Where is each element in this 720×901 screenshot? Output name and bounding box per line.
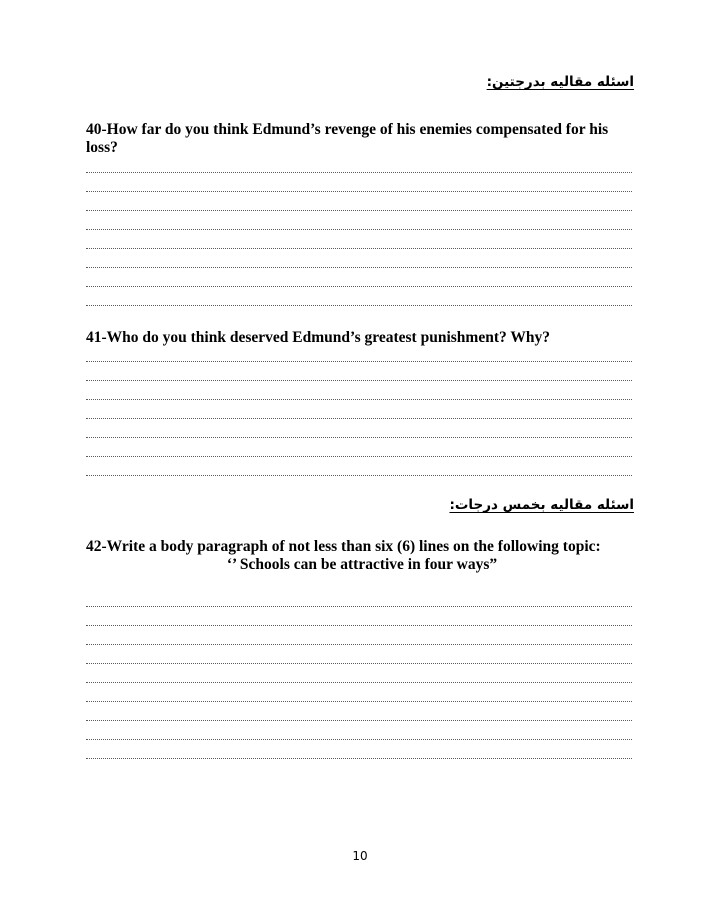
answer-line: [86, 644, 632, 647]
question-42: 42-Write a body paragraph of not less than six (6) lines on the following topic:: [86, 538, 601, 555]
answer-line: [86, 286, 632, 289]
answer-line: [86, 399, 632, 402]
answer-line: [86, 701, 632, 704]
answer-line: [86, 475, 632, 478]
answer-line: [86, 210, 632, 213]
answer-line: [86, 361, 632, 364]
answer-line: [86, 720, 632, 723]
section-heading-two-marks: اسئله مقاليه بدرجتين:: [486, 74, 634, 90]
answer-line: [86, 380, 632, 383]
answer-line: [86, 191, 632, 194]
question-40: 40-How far do you think Edmund’s revenge of his enemies compensated for his loss?: [86, 121, 609, 156]
page-number: 10: [352, 849, 368, 863]
section-heading-five-marks: اسئله مقاليه بخمس درجات:: [449, 497, 634, 513]
question-42-topic: ‘’ Schools can be attractive in four ways”: [226, 556, 498, 573]
answer-line: [86, 437, 632, 440]
answer-line: [86, 456, 632, 459]
answer-line: [86, 682, 632, 685]
answer-line: [86, 625, 632, 628]
answer-line: [86, 229, 632, 232]
question-41: 41-Who do you think deserved Edmund’s greatest punishment? Why?: [86, 329, 550, 346]
answer-line: [86, 305, 632, 308]
answer-line: [86, 248, 632, 251]
answer-line: [86, 267, 632, 270]
answer-line: [86, 418, 632, 421]
answer-line: [86, 663, 632, 666]
answer-line: [86, 606, 632, 609]
answer-line: [86, 172, 632, 175]
answer-line: [86, 739, 632, 742]
answer-line: [86, 758, 632, 761]
